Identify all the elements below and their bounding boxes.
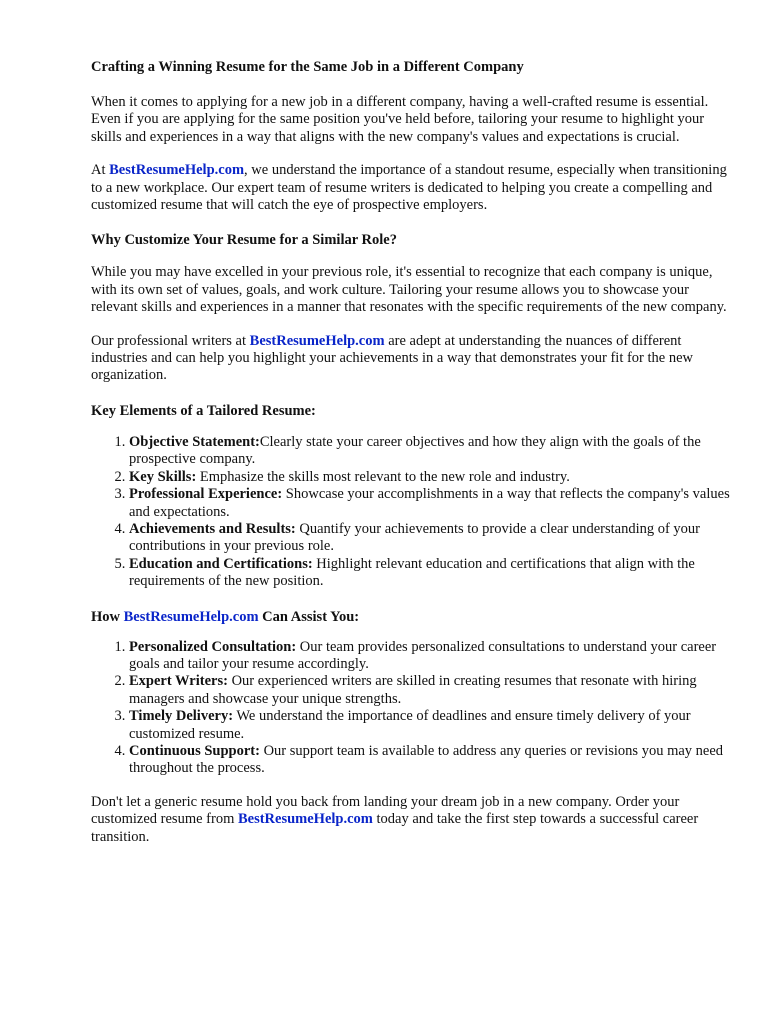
- intro-paragraph: When it comes to applying for a new job in a different company, having a well-crafted resume is essential. Even if you are applying for the same position you've held before, tailoring your resume to highlight your skills and experiences in a way that aligns with the new company's values and expectations is crucial.: [91, 94, 709, 145]
- list-item-term: Education and Certifications:: [129, 555, 313, 572]
- about-paragraph: [91, 162, 731, 214]
- key-elements-heading: Key Elements of a Tailored Resume:: [91, 402, 316, 419]
- list-item-term: Personalized Consultation:: [129, 638, 297, 655]
- key-elements-list: [91, 434, 731, 591]
- how-suffix: Can Assist You:: [258, 608, 360, 625]
- list-item-term: Timely Delivery:: [129, 708, 234, 725]
- list-item-term: Continuous Support:: [129, 742, 260, 759]
- list-item: [129, 708, 731, 743]
- why-paragraph: While you may have excelled in your previous role, it's essential to recognize that each company is unique, with its own set of values, goals, and work culture. Tailoring your resume allows you to showcase your relevant skills and experiences in a manner that resonates with the specific requirements of the new company.: [91, 264, 727, 316]
- writers-suffix: are adept at understanding the nuances of different industries and can help you highlight your achievements in a way that demonstrates your fit for the new organization.: [91, 332, 693, 384]
- list-item: [129, 639, 731, 674]
- list-item-text: Our team provides personalized consultations to understand your career goals and tailor your resume accordingly.: [129, 638, 717, 672]
- closing-paragraph: [91, 794, 731, 846]
- list-item-term: Professional Experience:: [129, 486, 283, 503]
- list-item: [129, 521, 731, 556]
- closing-suffix: today and take the first step towards a successful career transition.: [91, 811, 699, 845]
- list-item-text: Highlight relevant education and certifications that align with the requirements of the new position.: [129, 555, 695, 590]
- list-item: [129, 673, 731, 708]
- list-item-text: We understand the importance of deadlines and ensure timely delivery of your customized resume.: [129, 708, 691, 742]
- list-item-text: Our support team is available to address any queries or revisions you may need throughout the process.: [129, 742, 724, 777]
- assist-list: [91, 639, 731, 778]
- site-link[interactable]: BestResumeHelp.com: [109, 162, 245, 179]
- list-item-term: Key Skills:: [129, 468, 197, 485]
- how-assist-heading: [91, 608, 731, 626]
- list-item: [129, 469, 731, 486]
- list-item: [129, 434, 731, 469]
- about-suffix: , we understand the importance of a standout resume, especially when transitioning to a new workplace. Our expert team of resume writers is dedicated to helping you create a compelling and customized resume that will catch the eye of prospective employers.: [91, 162, 727, 214]
- document-title: Crafting a Winning Resume for the Same Job in a Different Company: [91, 59, 524, 75]
- document-body: [91, 58, 731, 846]
- list-item-text: Our experienced writers are skilled in creating resumes that resonate with hiring managers and showcase your unique strengths.: [129, 673, 697, 707]
- list-item: [129, 743, 731, 778]
- list-item: [129, 556, 731, 591]
- about-prefix: At: [91, 162, 110, 179]
- writers-prefix: Our professional writers at: [91, 332, 250, 349]
- writers-paragraph: [91, 333, 731, 385]
- site-link[interactable]: BestResumeHelp.com: [249, 332, 385, 349]
- list-item-text: Showcase your accomplishments in a way that reflects the company's values and expectations.: [129, 486, 730, 520]
- list-item: [129, 486, 731, 521]
- site-link[interactable]: BestResumeHelp.com: [123, 608, 259, 625]
- list-item-text: Clearly state your career objectives and how they align with the goals of the prospective company.: [129, 433, 701, 468]
- list-item-term: Expert Writers:: [129, 673, 228, 690]
- how-prefix: How: [91, 608, 124, 625]
- why-heading: Why Customize Your Resume for a Similar Role?: [91, 232, 397, 249]
- closing-prefix: Don't let a generic resume hold you back from landing your dream job in a new company. Order your customized resume from: [91, 793, 680, 828]
- list-item-term: Achievements and Results:: [129, 520, 296, 537]
- list-item-text: Quantify your achievements to provide a clear understanding of your contributions in your previous role.: [129, 520, 701, 555]
- list-item-term: Objective Statement:: [129, 433, 260, 450]
- list-item-text: Emphasize the skills most relevant to the new role and industry.: [196, 468, 570, 485]
- site-link[interactable]: BestResumeHelp.com: [237, 811, 373, 828]
